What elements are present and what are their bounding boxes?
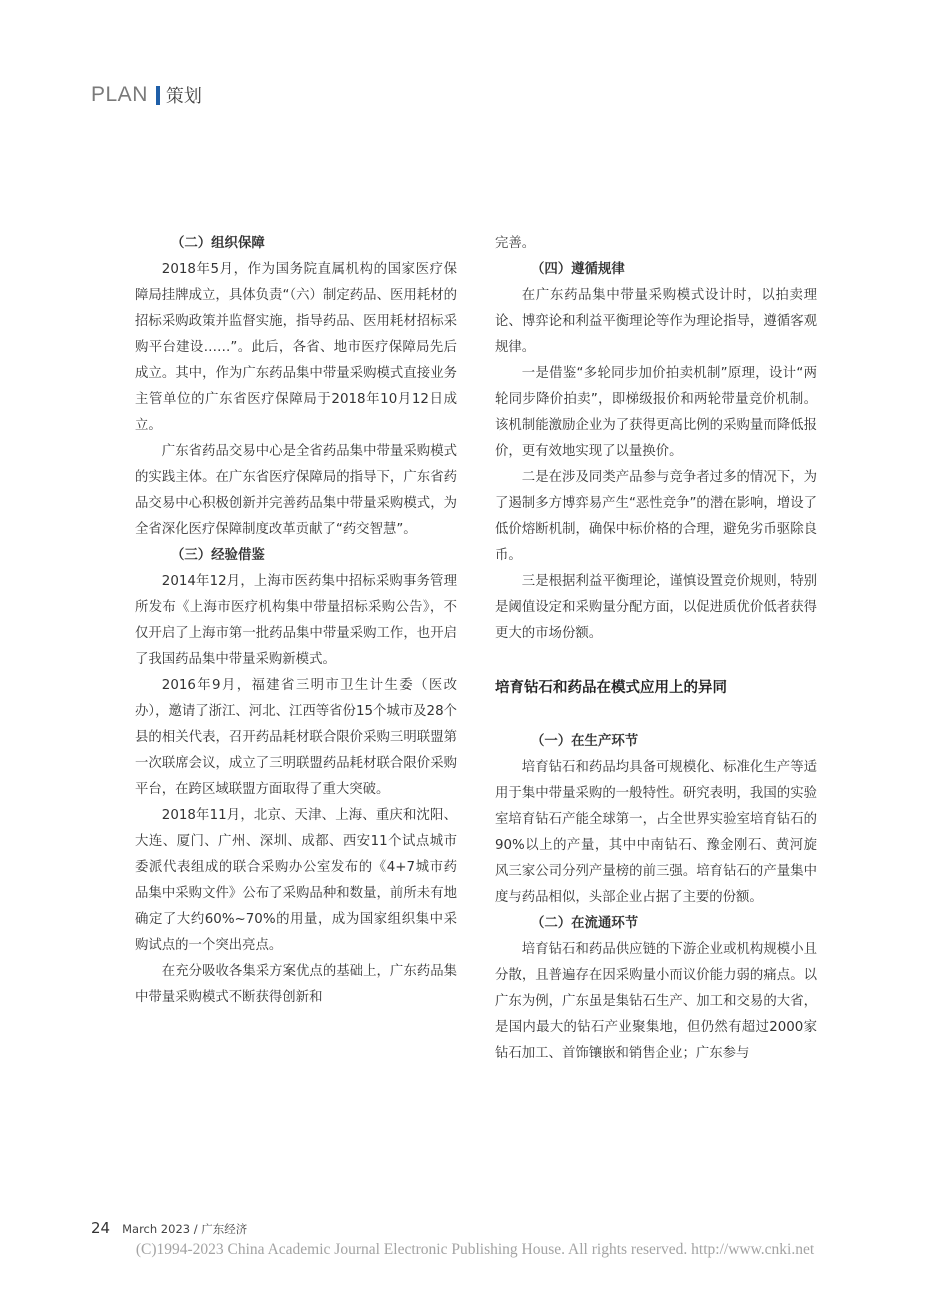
header-section-label: 策划 [165,86,202,107]
issue-label: March 2023 / 广东经济 [122,1222,248,1236]
paragraph: 2014年12月，上海市医药集中招标采购事务管理所发布《上海市医疗机构集中带量招标采购公告》，不仅开启了上海市第一批药品集中带量采购工作，也开启了我国药品集中带量采购新模式。 [135,574,457,667]
page-footer [91,1219,247,1237]
subheading-experience: （三）经验借鉴 [171,548,265,563]
left-column [135,231,457,1011]
subheading-circulation: （二）在流通环节 [531,916,639,931]
paragraph: 在充分吸收各集采方案优点的基础上，广东药品集中带量采购模式不断获得创新和 [135,964,457,1005]
header-divider-bar [156,86,160,105]
running-header [91,80,202,110]
paragraph: 广东省药品交易中心是全省药品集中带量采购模式的实践主体。在广东省医疗保障局的指导下，广东省药品交易中心积极创新并完善药品集中带量采购模式，为全省深化医疗保障制度改革贡献了“药交智慧”。 [135,444,457,537]
paragraph-continued: 完善。 [495,236,536,251]
right-column [495,231,817,1067]
subheading-production: （一）在生产环节 [531,734,639,749]
paragraph: 在广东药品集中带量采购模式设计时，以拍卖理论、博弈论和利益平衡理论等作为理论指导，遵循客观规律。 [495,288,817,355]
paragraph: 二是在涉及同类产品参与竞争者过多的情况下，为了遏制多方博弈易产生“恶性竞争”的潜在影响，增设了低价熔断机制，确保中标价格的合理，避免劣币驱除良币。 [495,470,817,563]
paragraph: 2018年11月，北京、天津、上海、重庆和沈阳、大连、厦门、广州、深圳、成都、西安11个试点城市委派代表组成的联合采购办公室发布的《4+7城市药品集中采购文件》公布了采购品种和数量，前所未有地确定了大约60%~70%的用量，成为国家组织集中采购试点的一个突出亮点。 [135,808,457,953]
subheading-follow-rules: （四）遵循规律 [531,262,625,277]
section-title: 培育钻石和药品在模式应用上的异同 [495,680,727,696]
header-plan-label: PLAN [91,83,148,106]
copyright-watermark: (C)1994-2023 China Academic Journal Electronic Publishing House. All rights reserved. http://www.cnki.net [135,1241,815,1258]
subheading-org-guarantee: （二）组织保障 [171,236,265,251]
paragraph: 2018年5月，作为国务院直属机构的国家医疗保障局挂牌成立，具体负责“（六）制定药品、医用耗材的招标采购政策并监督实施，指导药品、医用耗材招标采购平台建设……”。此后，各省、地市医疗保障局先后成立。其中，作为广东药品集中带量采购模式直接业务主管单位的广东省医疗保障局于2018年10月12日成立。 [135,262,457,433]
paragraph: 一是借鉴“多轮同步加价拍卖机制”原理，设计“两轮同步降价拍卖”，即梯级报价和两轮带量竞价机制。该机制能激励企业为了获得更高比例的采购量而降低报价，更有效地实现了以量换价。 [495,366,817,459]
paragraph: 2016年9月，福建省三明市卫生计生委（医改办），邀请了浙江、河北、江西等省份15个城市及28个县的相关代表，召开药品耗材联合限价采购三明联盟第一次联席会议，成立了三明联盟药品耗材联合限价采购平台，在跨区域联盟方面取得了重大突破。 [135,678,457,797]
paragraph: 三是根据利益平衡理论，谨慎设置竞价规则，特别是阈值设定和采购量分配方面，以促进质优价低者获得更大的市场份额。 [495,574,817,641]
paragraph: 培育钻石和药品供应链的下游企业或机构规模小且分散，且普遍存在因采购量小而议价能力弱的痛点。以广东为例，广东虽是集钻石生产、加工和交易的大省，是国内最大的钻石产业聚集地，但仍然有超过2000家钻石加工、首饰镶嵌和销售企业；广东参与 [495,942,817,1061]
paragraph: 培育钻石和药品均具备可规模化、标准化生产等适用于集中带量采购的一般特性。研究表明，我国的实验室培育钻石产能全球第一，占全世界实验室培育钻石的90%以上的产量，其中中南钻石、豫金刚石、黄河旋风三家公司分列产量榜的前三强。培育钻石的产量集中度与药品相似，头部企业占据了主要的份额。 [495,760,817,905]
page-number: 24 [91,1219,111,1237]
